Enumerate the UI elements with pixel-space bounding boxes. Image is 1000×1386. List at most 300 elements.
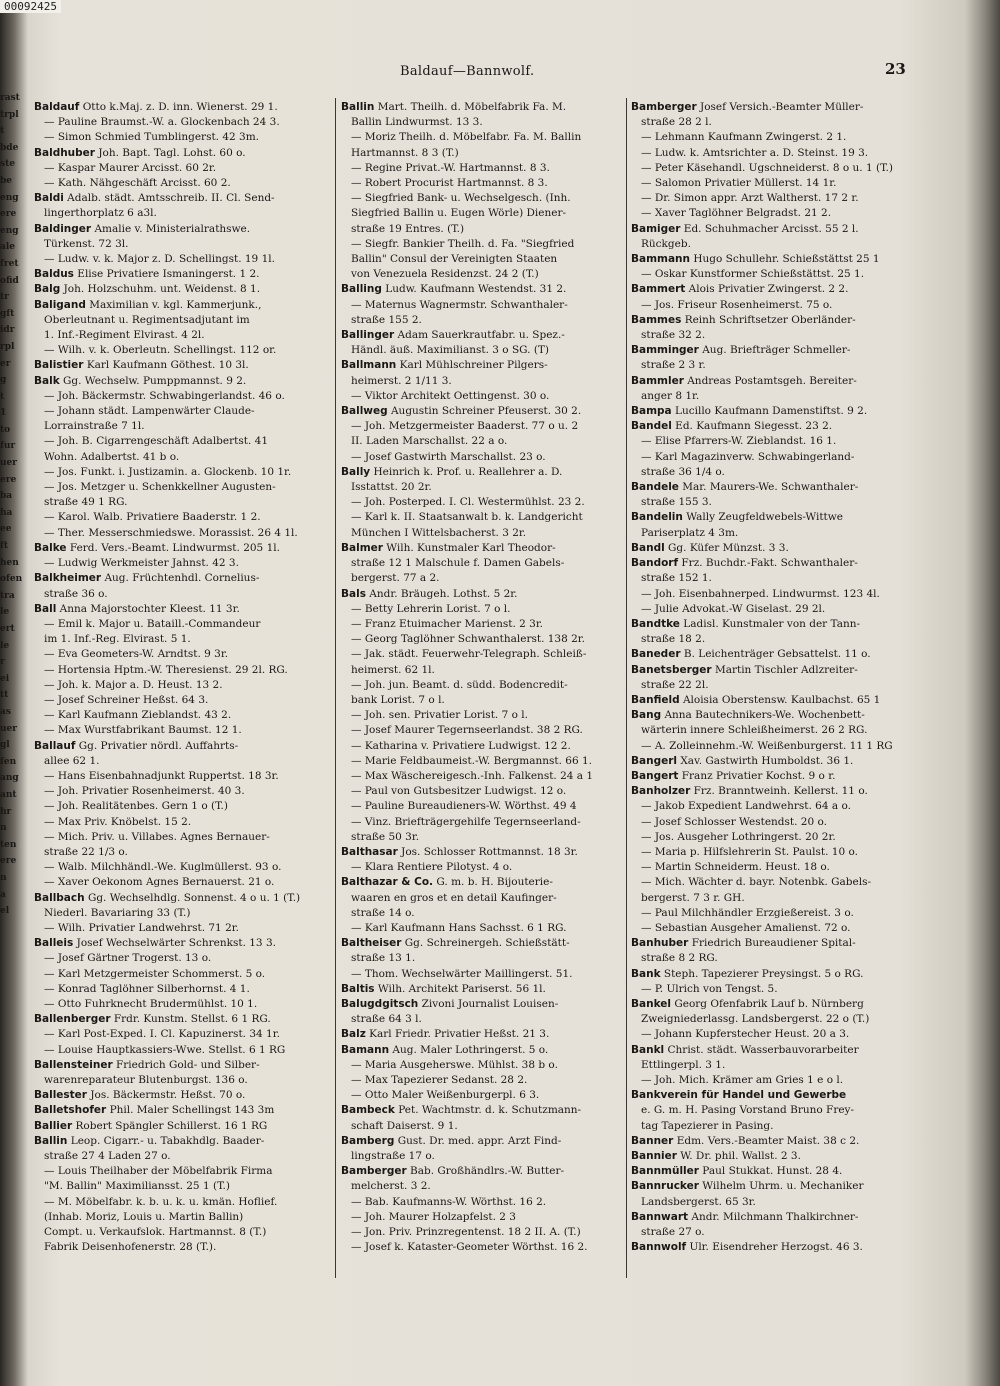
directory-entry bbox=[631, 936, 931, 951]
entry-surname: Balmer bbox=[341, 541, 383, 554]
entry-surname: Bandele bbox=[631, 481, 679, 494]
directory-entry bbox=[34, 663, 334, 678]
binding-fragment: n bbox=[0, 872, 7, 883]
directory-entry bbox=[341, 784, 641, 799]
binding-fragment: as bbox=[0, 706, 11, 717]
entry-surname: Bannwart bbox=[631, 1210, 689, 1223]
entry-details: G. m. b. H. Bijouterie- bbox=[436, 876, 553, 889]
binding-fragment: ant bbox=[0, 789, 17, 800]
binding-fragment: to bbox=[0, 424, 11, 435]
column-1 bbox=[34, 100, 334, 1255]
binding-fragment: tra bbox=[0, 590, 15, 601]
entry-surname: Balleis bbox=[34, 937, 74, 950]
entry-details: — Julie Advokat.-W Giselast. 29 2l. bbox=[641, 602, 826, 615]
entry-details: Phil. Maler Schellingst 143 3m bbox=[109, 1104, 275, 1117]
entry-details: — Maria Ausgeherswe. Mühlst. 38 b o. bbox=[351, 1058, 558, 1071]
entry-details: — Pauline Bureaudieners-W. Wörthst. 49 4 bbox=[351, 800, 577, 813]
entry-details: straße 18 2. bbox=[641, 633, 706, 646]
entry-details: Aug. Briefträger Schmeller- bbox=[702, 344, 851, 357]
directory-entry bbox=[631, 663, 931, 678]
directory-entry bbox=[34, 1043, 334, 1058]
entry-details: — Simon Schmied Tumblingerst. 42 3m. bbox=[44, 131, 260, 144]
entry-details: — Lehmann Kaufmann Zwingerst. 2 1. bbox=[641, 131, 847, 144]
entry-details: — Otto Maler Weißenburgerpl. 6 3. bbox=[351, 1089, 540, 1102]
directory-entry bbox=[341, 191, 641, 206]
directory-entry bbox=[34, 237, 334, 252]
directory-entry bbox=[341, 815, 641, 830]
directory-entry bbox=[341, 997, 641, 1012]
directory-entry bbox=[631, 510, 931, 525]
entry-surname: Baltheiser bbox=[341, 937, 402, 950]
directory-entry bbox=[631, 906, 931, 921]
entry-surname: Bankel bbox=[631, 997, 671, 1010]
binding-fragment: ft bbox=[0, 541, 9, 552]
directory-entry bbox=[34, 556, 334, 571]
directory-entry bbox=[341, 921, 641, 936]
directory-entry bbox=[341, 556, 641, 571]
entry-details: Ballin" Consul der Vereinigten Staaten bbox=[351, 253, 558, 266]
directory-entry bbox=[34, 419, 334, 434]
directory-entry bbox=[34, 130, 334, 145]
entry-details: Augustin Schreiner Pfeuserst. 30 2. bbox=[390, 405, 582, 418]
entry-details: Jos. Schlosser Rottmannst. 18 3r. bbox=[401, 845, 578, 858]
entry-details: — Max Tapezierer Sedanst. 28 2. bbox=[351, 1074, 528, 1086]
directory-entry bbox=[34, 267, 334, 282]
entry-details: II. Laden Marschallst. 22 a o. bbox=[351, 435, 508, 448]
entry-details: Händl. äuß. Maximilianst. 3 o SG. (T) bbox=[351, 344, 550, 357]
directory-entry bbox=[631, 328, 931, 343]
binding-fragment: uer bbox=[0, 458, 18, 469]
entry-details: — Karl Magazinverw. Schwabingerland- bbox=[641, 450, 855, 463]
directory-entry bbox=[341, 1134, 641, 1149]
directory-entry bbox=[631, 769, 931, 784]
entry-details: — Louis Theilhaber der Möbelfabrik Firma bbox=[44, 1165, 273, 1178]
entry-details: Bab. Großhändlrs.-W. Butter- bbox=[410, 1165, 565, 1178]
directory-entry bbox=[631, 784, 931, 799]
binding-fragment: rpl bbox=[0, 341, 15, 352]
entry-details: — Joh. Realitätenbes. Gern 1 o (T.) bbox=[44, 800, 228, 813]
entry-details: Adam Sauerkrautfabr. u. Spez.- bbox=[397, 329, 565, 342]
entry-details: Zivoni Journalist Louisen- bbox=[421, 997, 559, 1010]
entry-details: — Josef k. Kataster-Geometer Wörthst. 16 2. bbox=[351, 1241, 588, 1254]
entry-details: — Hortensia Hptm.-W. Theresienst. 29 2l. RG. bbox=[44, 663, 288, 676]
entry-details: Edm. Vers.-Beamter Maist. 38 c 2. bbox=[676, 1134, 860, 1147]
entry-details: — Elise Pfarrers-W. Zieblandst. 16 1. bbox=[641, 435, 837, 448]
directory-entry bbox=[34, 161, 334, 176]
binding-fragment: hr bbox=[0, 806, 12, 817]
directory-entry bbox=[34, 328, 334, 343]
entry-surname: Baneder bbox=[631, 648, 681, 661]
entry-details: straße 8 2 RG. bbox=[641, 952, 718, 965]
entry-details: Lorrainstraße 7 1l. bbox=[44, 420, 145, 433]
entry-surname: Ballester bbox=[34, 1089, 87, 1102]
entry-details: — Pauline Braumst.-W. a. Glockenbach 24 3. bbox=[44, 116, 280, 129]
directory-entry bbox=[34, 815, 334, 830]
binding-fragment: eng bbox=[0, 192, 19, 203]
directory-entry bbox=[341, 845, 641, 860]
directory-entry bbox=[631, 480, 931, 495]
directory-entry bbox=[34, 1012, 334, 1027]
entry-details: Gg. Wechselhdlg. Sonnenst. 4 o u. 1 (T.) bbox=[87, 891, 301, 904]
directory-entry bbox=[631, 1088, 931, 1103]
entry-details: — Sebastian Ausgeher Amalienst. 72 o. bbox=[641, 921, 851, 934]
directory-entry bbox=[34, 632, 334, 647]
directory-entry bbox=[34, 313, 334, 328]
entry-details: — Karl Kaufmann Zieblandst. 43 2. bbox=[44, 709, 232, 722]
directory-entry bbox=[34, 374, 334, 389]
entry-details: — Wilh. v. k. Oberleutn. Schellingst. 112 or. bbox=[44, 344, 277, 357]
entry-details: bank Lorist. 7 o l. bbox=[351, 693, 445, 706]
entry-surname: Balugdgitsch bbox=[341, 997, 419, 1010]
directory-entry bbox=[341, 222, 641, 237]
directory-entry bbox=[631, 176, 931, 191]
entry-details: Gg. Privatier nördl. Auffahrts- bbox=[78, 739, 239, 752]
directory-entry bbox=[341, 495, 641, 510]
directory-entry bbox=[34, 434, 334, 449]
entry-details: — Dr. Simon appr. Arzt Waltherst. 17 2 r. bbox=[641, 192, 859, 205]
directory-entry bbox=[341, 465, 641, 480]
directory-entry bbox=[341, 769, 641, 784]
entry-details: Friedrich Bureaudiener Spital- bbox=[691, 937, 856, 950]
entry-details: "M. Ballin" Maximiliansst. 25 1 (T.) bbox=[44, 1180, 230, 1193]
directory-entry bbox=[341, 936, 641, 951]
entry-details: Christ. städt. Wasserbauvorarbeiter bbox=[667, 1043, 859, 1056]
entry-details: straße 22 2l. bbox=[641, 678, 709, 691]
entry-details: Gg. Schreinergeh. Schießstätt- bbox=[404, 937, 570, 950]
entry-details: — Katharina v. Privatiere Ludwigst. 12 2. bbox=[351, 739, 571, 752]
directory-entry bbox=[631, 1164, 931, 1179]
entry-details: straße 32 2. bbox=[641, 329, 706, 342]
entry-details: Wilhelm Uhrm. u. Mechaniker bbox=[702, 1180, 864, 1193]
directory-entry bbox=[341, 891, 641, 906]
entry-details: straße 27 o. bbox=[641, 1226, 705, 1239]
entry-surname: Ballensteiner bbox=[34, 1058, 113, 1071]
directory-entry bbox=[34, 541, 334, 556]
directory-entry bbox=[341, 130, 641, 145]
directory-entry bbox=[34, 617, 334, 632]
directory-entry bbox=[341, 1149, 641, 1164]
binding-fragment: ba bbox=[0, 491, 13, 502]
directory-entry bbox=[34, 1103, 334, 1118]
directory-entry bbox=[341, 541, 641, 556]
binding-fragment: gft bbox=[0, 308, 15, 319]
binding-fragment: idr bbox=[0, 325, 15, 336]
directory-entry bbox=[34, 358, 334, 373]
entry-surname: Bandelin bbox=[631, 511, 683, 524]
directory-entry bbox=[631, 450, 931, 465]
entry-details: Joh. Holzschuhm. unt. Weidenst. 8 1. bbox=[63, 283, 261, 296]
directory-entry bbox=[631, 389, 931, 404]
directory-entry bbox=[341, 632, 641, 647]
directory-entry bbox=[631, 617, 931, 632]
entry-details: — Robert Procurist Hartmannst. 8 3. bbox=[351, 177, 548, 190]
directory-entry bbox=[631, 161, 931, 176]
entry-surname: Bamberger bbox=[631, 101, 697, 113]
directory-entry bbox=[34, 1179, 334, 1194]
directory-entry bbox=[341, 647, 641, 662]
entry-details: — Wilh. Privatier Landwehrst. 71 2r. bbox=[44, 921, 239, 934]
entry-details: — Jakob Expedient Landwehrst. 64 a o. bbox=[641, 800, 851, 813]
entry-surname: Bangert bbox=[631, 769, 679, 782]
binding-fragment: ere bbox=[0, 856, 17, 867]
directory-entry bbox=[34, 1164, 334, 1179]
binding-fragment: be bbox=[0, 175, 13, 186]
entry-details: — Georg Taglöhner Schwanthalerst. 138 2r. bbox=[351, 633, 586, 646]
entry-details: — Bab. Kaufmanns-W. Wörthst. 16 2. bbox=[351, 1195, 547, 1208]
entry-details: — Konrad Taglöhner Silberhornst. 4 1. bbox=[44, 982, 250, 995]
directory-entry bbox=[631, 799, 931, 814]
entry-surname: Bangerl bbox=[631, 754, 677, 767]
directory-entry bbox=[34, 1225, 334, 1240]
directory-entry bbox=[34, 602, 334, 617]
directory-entry bbox=[34, 830, 334, 845]
directory-entry bbox=[631, 313, 931, 328]
entry-details: Gg. Wechselw. Pumppmannst. 9 2. bbox=[63, 374, 247, 387]
entry-surname: Baligand bbox=[34, 298, 86, 311]
directory-entry bbox=[34, 997, 334, 1012]
directory-entry bbox=[341, 587, 641, 602]
entry-surname: Banner bbox=[631, 1134, 674, 1147]
directory-entry bbox=[631, 1073, 931, 1088]
entry-details: — Mich. Priv. u. Villabes. Agnes Bernauer- bbox=[44, 830, 270, 843]
entry-details: — Louise Hauptkassiers-Wwe. Stellst. 6 1 RG bbox=[44, 1043, 286, 1056]
entry-details: — Josef Schreiner Heßst. 64 3. bbox=[44, 693, 209, 706]
entry-details: — Vinz. Briefträgergehilfe Tegernseerland- bbox=[351, 815, 581, 828]
binding-fragment: ere bbox=[0, 474, 17, 485]
entry-surname: Banfield bbox=[631, 693, 680, 706]
entry-details: — Salomon Privatier Müllerst. 14 1r. bbox=[641, 177, 837, 190]
entry-details: — Walb. Milchhändl.-We. Kuglmüllerst. 93 o. bbox=[44, 861, 282, 874]
directory-entry bbox=[631, 602, 931, 617]
directory-entry bbox=[34, 891, 334, 906]
entry-details: straße 50 3r. bbox=[351, 830, 420, 843]
directory-entry bbox=[34, 1195, 334, 1210]
binding-fragment: le bbox=[0, 607, 10, 618]
entry-details: Andr. Bräugeh. Lothst. 5 2r. bbox=[369, 587, 518, 600]
directory-entry bbox=[631, 982, 931, 997]
directory-entry bbox=[341, 1103, 641, 1118]
directory-entry bbox=[631, 875, 931, 890]
directory-entry bbox=[341, 1195, 641, 1210]
entry-details: — Karl Kaufmann Hans Sachsst. 6 1 RG. bbox=[351, 921, 567, 934]
directory-entry bbox=[631, 1225, 931, 1240]
entry-details: bergerst. 77 a 2. bbox=[351, 572, 440, 585]
entry-details: Rückgeb. bbox=[641, 237, 691, 250]
directory-entry bbox=[631, 374, 931, 389]
entry-details: straße 12 1 Malschule f. Damen Gabels- bbox=[351, 557, 565, 570]
entry-details: Andr. Milchmann Thalkirchner- bbox=[691, 1210, 859, 1223]
directory-entry bbox=[34, 1119, 334, 1134]
binding-fragment: a bbox=[0, 889, 6, 900]
entry-details: Ferd. Vers.-Beamt. Lindwurmst. 205 1l. bbox=[69, 541, 280, 554]
directory-entry bbox=[341, 663, 641, 678]
directory-entry bbox=[34, 708, 334, 723]
directory-entry bbox=[34, 845, 334, 860]
binding-fragment: ang bbox=[0, 773, 19, 784]
directory-entry bbox=[631, 647, 931, 662]
entry-details: — Kaspar Maurer Arcisst. 60 2r. bbox=[44, 161, 217, 174]
entry-surname: Baldus bbox=[34, 268, 74, 281]
directory-entry bbox=[631, 191, 931, 206]
directory-entry bbox=[341, 708, 641, 723]
entry-details: Lucillo Kaufmann Damenstiftst. 9 2. bbox=[674, 405, 868, 418]
entry-surname: Bannier bbox=[631, 1150, 677, 1163]
directory-entry bbox=[631, 1058, 931, 1073]
directory-entry bbox=[341, 434, 641, 449]
directory-entry bbox=[34, 951, 334, 966]
entry-surname: Bals bbox=[341, 587, 366, 600]
entry-details: — Karl Metzgermeister Schommerst. 5 o. bbox=[44, 967, 266, 980]
entry-details: Mart. Theilh. d. Möbelfabrik Fa. M. bbox=[377, 101, 567, 113]
entry-details: Anna Bautechnikers-We. Wochenbett- bbox=[664, 709, 865, 722]
directory-entry bbox=[631, 1119, 931, 1134]
directory-entry bbox=[34, 495, 334, 510]
entry-surname: Balz bbox=[341, 1028, 366, 1041]
entry-surname: Bambeck bbox=[341, 1104, 395, 1117]
directory-entry bbox=[341, 739, 641, 754]
directory-entry bbox=[34, 343, 334, 358]
directory-entry bbox=[34, 465, 334, 480]
entry-surname: Ballin bbox=[34, 1134, 68, 1147]
entry-details: — Karl k. II. Staatsanwalt b. k. Landgericht bbox=[351, 511, 583, 524]
entry-details: heimerst. 2 1/11 3. bbox=[351, 374, 452, 387]
directory-entry bbox=[341, 313, 641, 328]
entry-details: allee 62 1. bbox=[44, 754, 100, 767]
entry-surname: Baldhuber bbox=[34, 146, 95, 159]
directory-entry bbox=[341, 358, 641, 373]
entry-surname: Ballinger bbox=[341, 329, 395, 342]
entry-details: Martin Tischler Adlzreiter- bbox=[714, 663, 858, 676]
entry-details: straße 27 4 Laden 27 o. bbox=[44, 1150, 171, 1163]
directory-entry bbox=[34, 480, 334, 495]
directory-entry bbox=[341, 906, 641, 921]
archive-stamp: 00092425 bbox=[0, 0, 61, 13]
entry-details: straße 22 1/3 o. bbox=[44, 845, 128, 858]
directory-entry bbox=[34, 1134, 334, 1149]
entry-details: Wally Zeugfeldwebels-Wittwe bbox=[686, 511, 843, 524]
directory-entry bbox=[34, 647, 334, 662]
entry-details: — Betty Lehrerin Lorist. 7 o l. bbox=[351, 602, 511, 615]
directory-entry bbox=[341, 830, 641, 845]
directory-entry bbox=[631, 146, 931, 161]
entry-surname: Baldauf bbox=[34, 101, 80, 113]
directory-entry bbox=[341, 1043, 641, 1058]
directory-entry bbox=[631, 754, 931, 769]
entry-details: straße 155 2. bbox=[351, 313, 422, 326]
directory-entry bbox=[631, 115, 931, 130]
directory-entry bbox=[341, 526, 641, 541]
entry-details: lingstraße 17 o. bbox=[351, 1150, 435, 1163]
entry-details: Ludw. Kaufmann Westendst. 31 2. bbox=[385, 283, 567, 296]
directory-entry bbox=[341, 799, 641, 814]
entry-details: — Josef Gärtner Trogerst. 13 o. bbox=[44, 952, 212, 965]
directory-entry bbox=[631, 678, 931, 693]
directory-entry bbox=[631, 1012, 931, 1027]
directory-entry bbox=[631, 708, 931, 723]
entry-details: bergerst. 7 3 r. GH. bbox=[641, 891, 745, 904]
directory-entry bbox=[631, 100, 931, 115]
entry-details: — Joh. Maurer Holzapfelst. 2 3 bbox=[351, 1210, 516, 1223]
entry-surname: Ball bbox=[34, 602, 57, 615]
binding-fragment: n bbox=[0, 823, 7, 834]
entry-details: straße 152 1. bbox=[641, 572, 712, 585]
directory-entry bbox=[631, 632, 931, 647]
directory-entry bbox=[631, 830, 931, 845]
directory-entry bbox=[341, 1073, 641, 1088]
directory-entry bbox=[34, 1149, 334, 1164]
directory-entry bbox=[34, 1058, 334, 1073]
directory-entry bbox=[631, 267, 931, 282]
entry-details: — Otto Fuhrknecht Brudermühlst. 10 1. bbox=[44, 997, 258, 1010]
entry-surname: Bammler bbox=[631, 374, 684, 387]
directory-entry bbox=[34, 1210, 334, 1225]
binding-fragment: ee bbox=[0, 524, 12, 535]
directory-entry bbox=[341, 343, 641, 358]
directory-entry bbox=[34, 860, 334, 875]
entry-details: — Jos. Metzger u. Schenkkellner Augusten- bbox=[44, 481, 276, 494]
directory-entry bbox=[341, 510, 641, 525]
entry-details: straße 49 1 RG. bbox=[44, 496, 128, 509]
directory-entry bbox=[341, 237, 641, 252]
entry-surname: Bandel bbox=[631, 420, 672, 433]
directory-entry bbox=[631, 1103, 931, 1118]
directory-entry bbox=[341, 404, 641, 419]
entry-surname: Bang bbox=[631, 709, 662, 722]
entry-details: Jos. Bäckermstr. Heßst. 70 o. bbox=[90, 1089, 246, 1102]
directory-entry bbox=[631, 1179, 931, 1194]
entry-surname: Bammann bbox=[631, 253, 691, 266]
directory-entry bbox=[631, 526, 931, 541]
entry-surname: Bally bbox=[341, 465, 371, 478]
entry-details: — Ludw. v. k. Major z. D. Schellingst. 19 1l. bbox=[44, 253, 275, 266]
entry-details: Karl Mühlschreiner Pilgers- bbox=[399, 359, 548, 372]
entry-details: — Xaver Taglöhner Belgradst. 21 2. bbox=[641, 207, 832, 220]
directory-entry bbox=[34, 404, 334, 419]
entry-details: — Oskar Kunstformer Schießstättst. 25 1. bbox=[641, 268, 865, 281]
directory-entry bbox=[631, 1240, 931, 1255]
entry-details: Andreas Postamtsgeh. Bereiter- bbox=[687, 374, 857, 387]
entry-details: — Jos. Ausgeher Lothringerst. 20 2r. bbox=[641, 830, 836, 843]
entry-details: Ballin Lindwurmst. 13 3. bbox=[351, 116, 483, 129]
directory-entry bbox=[631, 693, 931, 708]
entry-surname: Bandl bbox=[631, 541, 665, 554]
entry-details: lingerthorplatz 6 a3l. bbox=[44, 207, 157, 220]
binding-fragment: le bbox=[0, 640, 10, 651]
binding-fragment: er bbox=[0, 358, 11, 369]
directory-entry bbox=[631, 1027, 931, 1042]
entry-surname: Bankverein für Handel und Gewerbe bbox=[631, 1089, 847, 1102]
binding-fragment: bde bbox=[0, 142, 19, 153]
entry-details: — Joh. Metzgermeister Baaderst. 77 o u. 2 bbox=[351, 420, 579, 433]
directory-entry bbox=[34, 693, 334, 708]
entry-details: — Klara Rentiere Pilotyst. 4 o. bbox=[351, 861, 513, 874]
entry-details: Ladisl. Kunstmaler von der Tann- bbox=[683, 617, 861, 630]
directory-entry bbox=[631, 343, 931, 358]
directory-entry bbox=[341, 176, 641, 191]
entry-surname: Ballauf bbox=[34, 739, 76, 752]
entry-details: Türkenst. 72 3l. bbox=[44, 237, 129, 250]
directory-entry bbox=[341, 282, 641, 297]
directory-entry bbox=[631, 921, 931, 936]
entry-details: — Viktor Architekt Oettingenst. 30 o. bbox=[351, 389, 550, 402]
binding-fragment: r bbox=[0, 657, 5, 668]
directory-entry bbox=[631, 997, 931, 1012]
directory-entry bbox=[34, 587, 334, 602]
entry-details: Steph. Tapezierer Preysingst. 5 o RG. bbox=[663, 967, 864, 980]
directory-entry bbox=[34, 799, 334, 814]
binding-fragment: ere bbox=[0, 209, 17, 220]
binding-fragment: 1 bbox=[0, 408, 7, 419]
